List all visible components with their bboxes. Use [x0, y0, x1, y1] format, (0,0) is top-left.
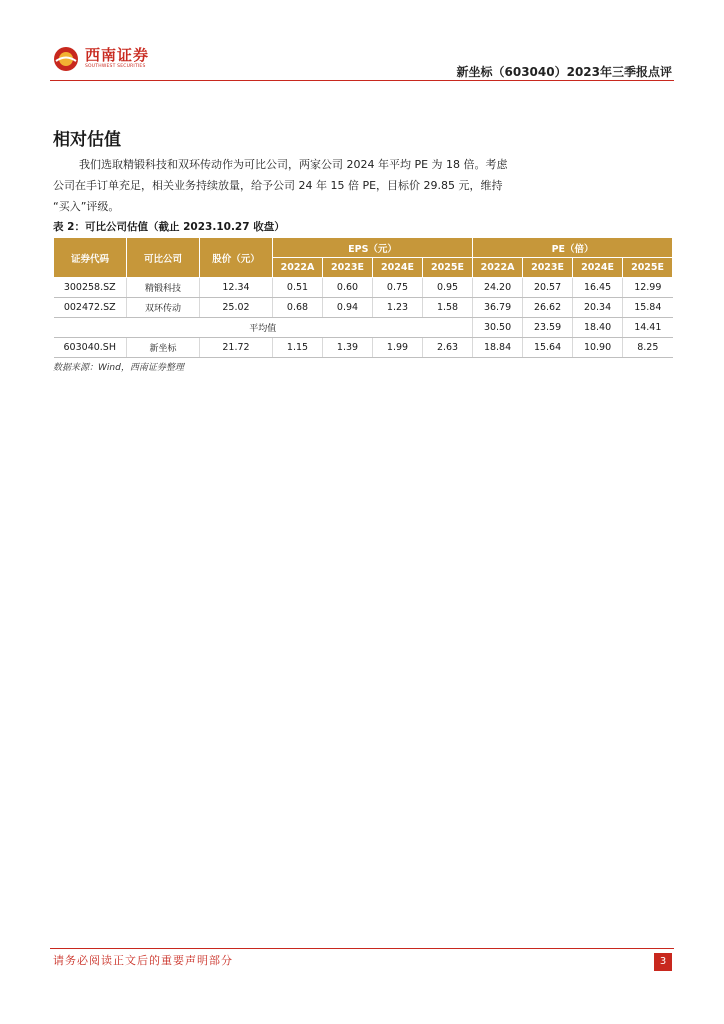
cell-pe: 23.59	[523, 318, 573, 338]
header-year: 2023E	[523, 258, 573, 278]
cell-pe: 18.40	[573, 318, 623, 338]
cell-pe: 18.84	[473, 338, 523, 358]
cell-pe: 10.90	[573, 338, 623, 358]
header-eps-group: EPS（元）	[273, 238, 473, 258]
cell-pe: 14.41	[623, 318, 673, 338]
cell-pe: 16.45	[573, 278, 623, 298]
section-title: 相对估值	[53, 130, 121, 150]
cell-pe: 20.34	[573, 298, 623, 318]
cell-code: 603040.SH	[54, 338, 127, 358]
cell-pe: 15.64	[523, 338, 573, 358]
cell-eps: 0.51	[273, 278, 323, 298]
footer-divider	[50, 948, 674, 949]
cell-price: 12.34	[200, 278, 273, 298]
report-title: 新坐标（603040）2023年三季报点评	[456, 65, 672, 79]
cell-pe: 26.62	[523, 298, 573, 318]
logo-chinese-name: 西南证券	[85, 46, 150, 65]
table-source: 数据来源：Wind，西南证券整理	[53, 363, 184, 373]
cell-pe: 24.20	[473, 278, 523, 298]
cell-eps: 2.63	[423, 338, 473, 358]
cell-code: 002472.SZ	[54, 298, 127, 318]
header-year: 2023E	[323, 258, 373, 278]
header-year: 2024E	[373, 258, 423, 278]
logo-english-name: SOUTHWEST SECURITIES	[85, 64, 146, 70]
header-year: 2024E	[573, 258, 623, 278]
cell-eps: 0.94	[323, 298, 373, 318]
table-average-row	[54, 318, 673, 338]
valuation-paragraph	[53, 154, 553, 217]
cell-company: 双环传动	[127, 298, 200, 318]
header-year: 2022A	[473, 258, 523, 278]
cell-pe: 8.25	[623, 338, 673, 358]
header-year: 2025E	[623, 258, 673, 278]
header-price: 股价（元）	[200, 238, 273, 278]
cell-eps: 0.68	[273, 298, 323, 318]
comparable-valuation-table	[53, 237, 673, 358]
table-caption: 表 2：可比公司估值（截止 2023.10.27 收盘）	[53, 221, 285, 233]
header-year: 2022A	[273, 258, 323, 278]
cell-pe: 36.79	[473, 298, 523, 318]
cell-average-label: 平均值	[54, 318, 473, 338]
cell-eps: 1.39	[323, 338, 373, 358]
cell-price: 25.02	[200, 298, 273, 318]
header-code: 证券代码	[54, 238, 127, 278]
cell-eps: 0.95	[423, 278, 473, 298]
cell-company: 新坐标	[127, 338, 200, 358]
table-row	[54, 278, 673, 298]
cell-eps: 1.58	[423, 298, 473, 318]
table-header-row	[54, 238, 673, 258]
cell-eps: 0.75	[373, 278, 423, 298]
paragraph-line: 我们选取精锻科技和双环传动作为可比公司，两家公司 2024 年平均 PE 为 18 倍。考虑	[79, 158, 508, 171]
header-year: 2025E	[423, 258, 473, 278]
cell-pe: 20.57	[523, 278, 573, 298]
header-company: 可比公司	[127, 238, 200, 278]
company-logo	[53, 43, 149, 75]
cell-eps: 0.60	[323, 278, 373, 298]
cell-code: 300258.SZ	[54, 278, 127, 298]
logo-mark-icon	[53, 46, 79, 72]
cell-pe: 12.99	[623, 278, 673, 298]
footer-notice: 请务必阅读正文后的重要声明部分	[53, 954, 233, 967]
table-row	[54, 298, 673, 318]
page-number: 3	[654, 953, 672, 971]
cell-eps: 1.15	[273, 338, 323, 358]
cell-company: 精锻科技	[127, 278, 200, 298]
cell-price: 21.72	[200, 338, 273, 358]
paragraph-line: 公司在手订单充足，相关业务持续放量，给予公司 24 年 15 倍 PE，目标价 29.85 元，维持	[53, 179, 503, 192]
cell-eps: 1.99	[373, 338, 423, 358]
header-pe-group: PE（倍）	[473, 238, 673, 258]
table-target-row	[54, 338, 673, 358]
cell-pe: 15.84	[623, 298, 673, 318]
cell-pe: 30.50	[473, 318, 523, 338]
cell-eps: 1.23	[373, 298, 423, 318]
header-divider	[50, 80, 674, 81]
paragraph-line: “买入”评级。	[53, 200, 120, 213]
